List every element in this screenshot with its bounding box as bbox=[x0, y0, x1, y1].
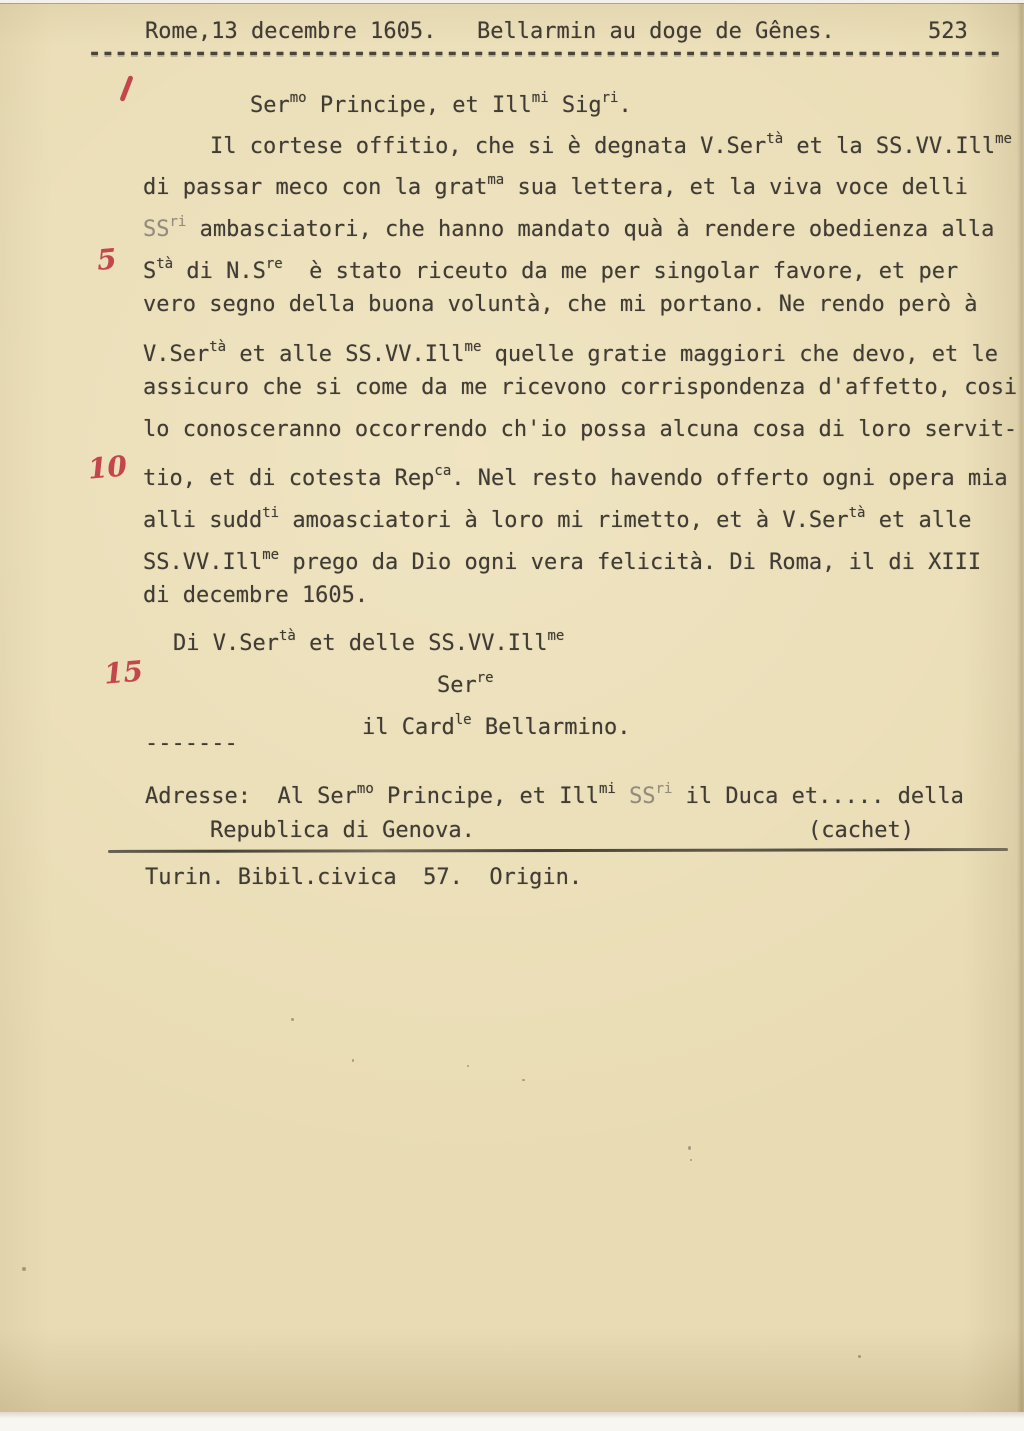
header-date: Rome,13 decembre 1605. bbox=[145, 19, 437, 44]
paper-speck bbox=[522, 1079, 525, 1081]
cachet-note: (cachet) bbox=[808, 818, 914, 843]
signature-line: il Card$^{le}$ Bellarmino. bbox=[362, 712, 631, 740]
body-line-1: Il cortese offitio, che si è degnata V.Ser$^{tà}$ et la SS.VV.Ill$^{me}$ bbox=[210, 131, 1012, 159]
source-reference: Turin. Bibil.civica 57. Origin. bbox=[145, 865, 583, 890]
body-line-9: tio, et di cotesta Rep$^{ca}$. Nel resto havendo offerto ogni opera mia bbox=[143, 463, 1008, 491]
paper-speck bbox=[688, 1146, 691, 1150]
salutation-line: Ser$^{mo}$ Principe, et Ill$^{mi}$ Sig$^{ri}$. bbox=[250, 90, 632, 118]
margin-number-15: 15 bbox=[102, 654, 145, 691]
body-line-7: assicuro che si come da me ricevono corrispondenza d'affetto, cosi bbox=[143, 375, 1018, 400]
margin-number-10: 10 bbox=[86, 449, 129, 486]
closing-line: Di V.Ser$^{tà}$ et delle SS.VV.Ill$^{me}$ bbox=[173, 628, 565, 656]
body-line-4: $S^{tà}$ di $N.S^{re}$ è stato riceuto da me per singolar favore, et per bbox=[143, 256, 959, 284]
body-line-12: di decembre 1605. bbox=[143, 583, 369, 608]
separator-dashes: ------- bbox=[145, 731, 238, 756]
paper-speck bbox=[690, 1159, 692, 1161]
body-line-11: SS.VV.Ill$^{me}$ prego da Dio ogni vera felicità. Di Roma, il di XIII bbox=[143, 547, 982, 575]
header-title: Bellarmin au doge de Gênes. bbox=[477, 19, 835, 44]
address-underline-rule bbox=[108, 848, 1008, 853]
body-line-2: di passar meco con la grat$^{ma}$ sua lettera, et la viva voce delli bbox=[143, 172, 968, 200]
header-page-number: 523 bbox=[928, 19, 968, 44]
body-line-3: $SS^{ri}$ ambasciatori, che hanno mandato quà à rendere obedienza alla bbox=[143, 214, 995, 242]
valediction-line: Ser$^{re}$ bbox=[437, 670, 494, 698]
address-line-2: Republica di Genova. bbox=[210, 818, 475, 843]
paper-speck bbox=[858, 1355, 861, 1358]
body-line-10: alli sudd$^{ti}$ amoasciatori à loro mi rimetto, et à V.Ser$^{tà}$ et alle bbox=[143, 505, 972, 533]
paper-speck bbox=[291, 1018, 294, 1021]
paper-edge-shadow bbox=[1017, 3, 1024, 1412]
body-line-6: V.Ser$^{tà}$ et alle SS.VV.Ill$^{me}$ quelle gratie maggiori che devo, et le bbox=[143, 339, 998, 367]
paper-sheet bbox=[0, 3, 1024, 1412]
paper-speck bbox=[22, 1267, 26, 1271]
margin-number-1 bbox=[119, 75, 133, 102]
margin-number-5: 5 bbox=[95, 242, 118, 277]
body-line-5: vero segno della buona voluntà, che mi portano. Ne rendo però à bbox=[143, 292, 978, 317]
body-line-8: lo conosceranno occorrendo ch'io possa alcuna cosa di loro servit- bbox=[143, 417, 1018, 442]
scan-edge-bottom bbox=[0, 1412, 1024, 1431]
address-line-1: Adresse: Al Ser$^{mo}$ Principe, et Ill$^{mi}$ $SS^{ri}$ il Duca et..... della bbox=[145, 781, 964, 809]
header-dashed-rule: --------------------------------------------------------------------- bbox=[88, 41, 1002, 66]
paper-speck bbox=[467, 1065, 469, 1067]
paper-speck bbox=[352, 1059, 354, 1062]
